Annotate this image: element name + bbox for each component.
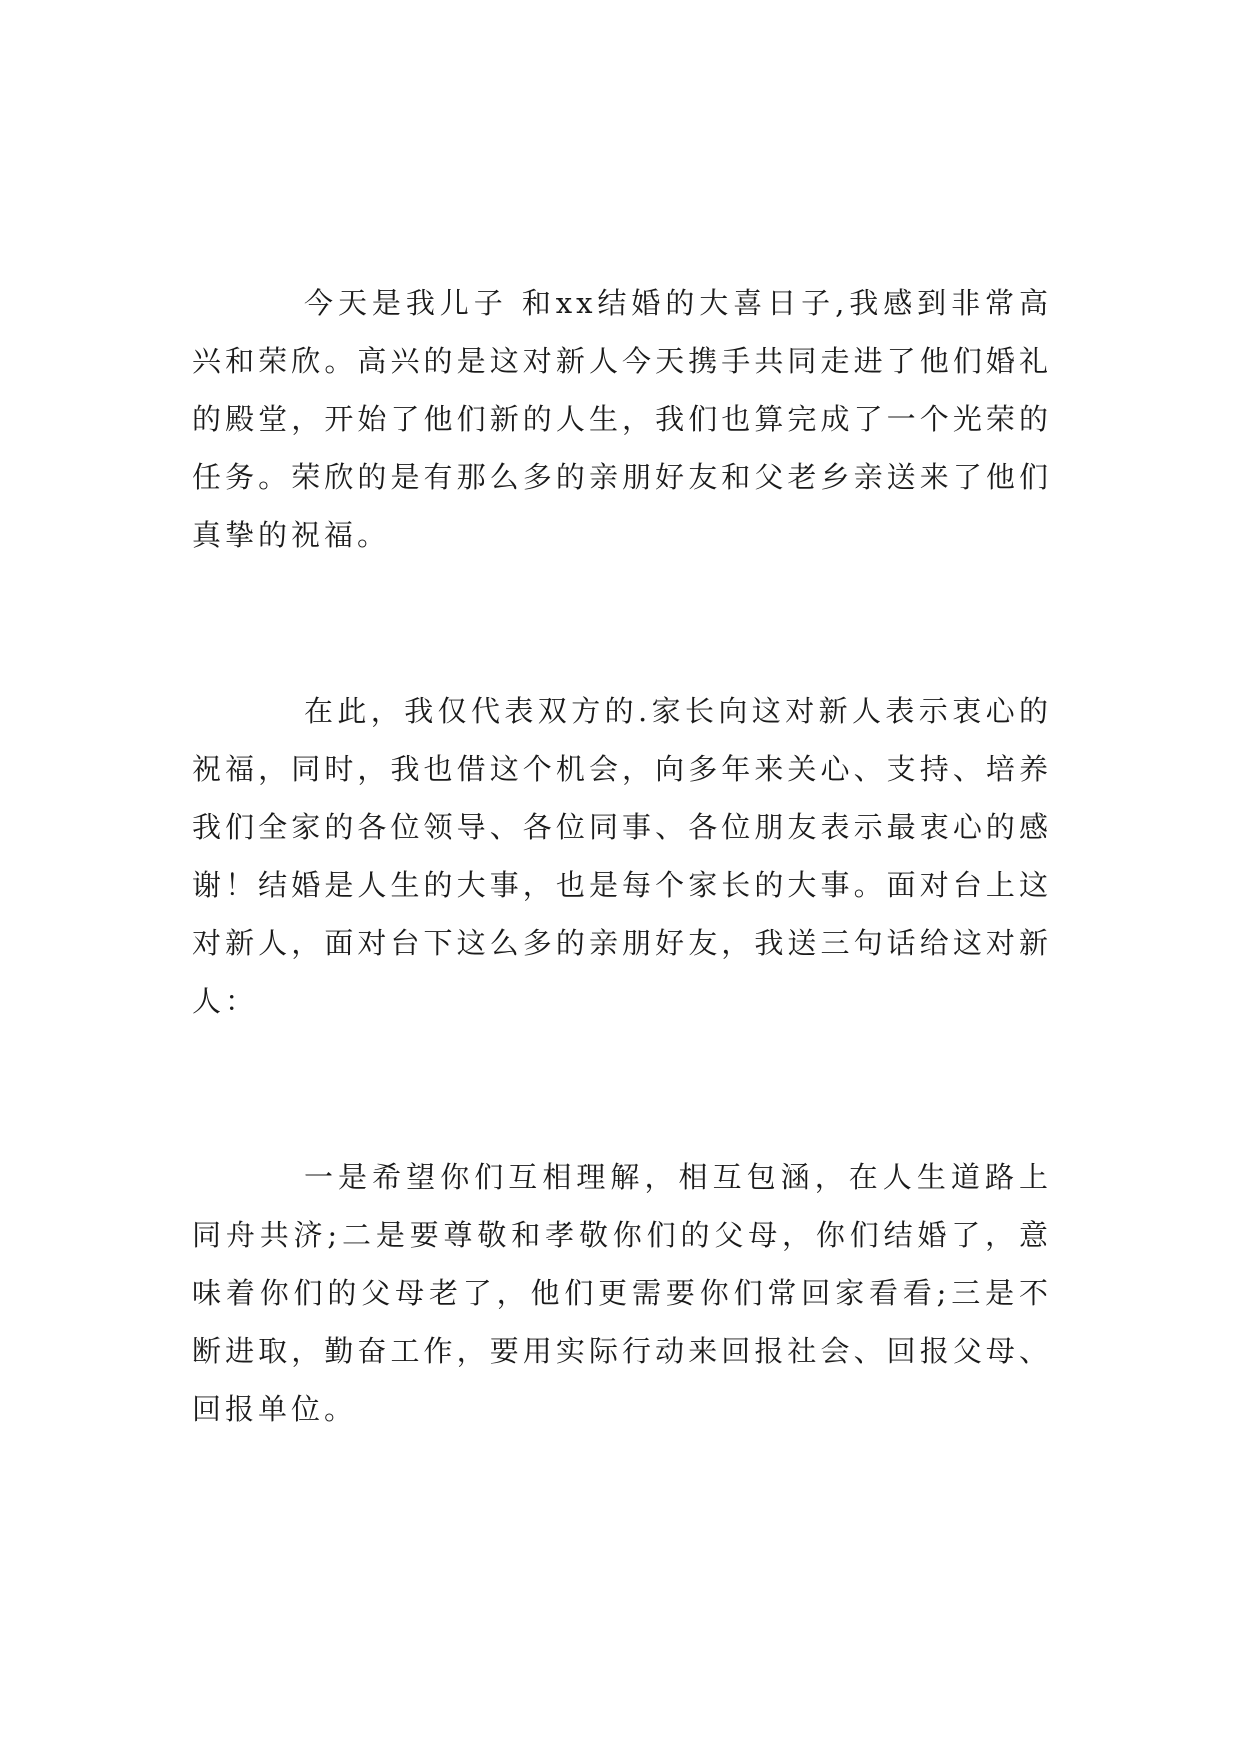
paragraph-1: 今天是我儿子 和xx结婚的大喜日子,我感到非常高兴和荣欣。高兴的是这对新人今天携手共同走进了他们婚礼的殿堂，开始了他们新的人生，我们也算完成了一个光荣的任务。荣欣的是有那么多的亲朋好友和父老乡亲送来了他们真挚的祝福。 bbox=[192, 286, 1052, 552]
paragraph-2: 在此，我仅代表双方的.家长向这对新人表示衷心的祝福，同时，我也借这个机会，向多年来关心、支持、培养我们全家的各位领导、各位同事、各位朋友表示最衷心的感谢！结婚是人生的大事，也是每个家长的大事。面对台上这对新人，面对台下这么多的亲朋好友，我送三句话给这对新人： bbox=[192, 694, 1052, 1018]
paragraph-3: 一是希望你们互相理解，相互包涵，在人生道路上同舟共济;二是要尊敬和孝敬你们的父母，你们结婚了，意味着你们的父母老了，他们更需要你们常回家看看;三是不断进取，勤奋工作，要用实际行动来回报社会、回报父母、回报单位。 bbox=[192, 1160, 1052, 1426]
